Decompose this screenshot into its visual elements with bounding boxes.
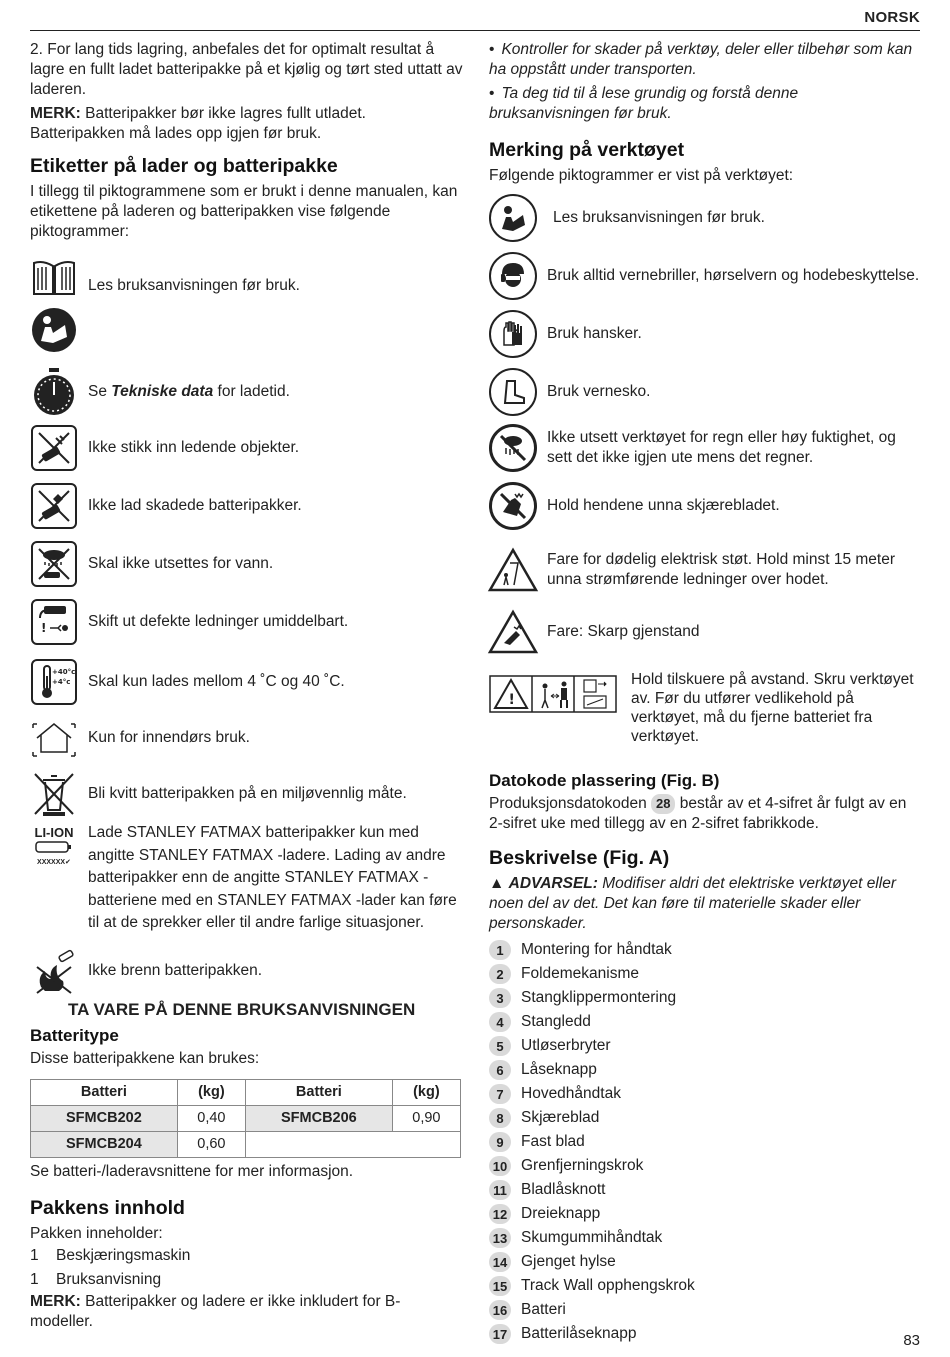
picto-timer-row [30, 368, 463, 416]
part-name: Skjæreblad [521, 1109, 600, 1126]
part-number-badge: 15 [489, 1276, 511, 1296]
electric-hazard-icon [489, 546, 537, 594]
tool-picto-ppe-text: Bruk alltid vernebriller, hørselvern og hodebeskyttelse. [547, 267, 920, 284]
picto-dispose-text: Bli kvitt batteripakken på en miljøvennlig måte. [88, 785, 407, 802]
part-name: Låseknapp [521, 1061, 597, 1078]
part-number-badge: 16 [489, 1300, 511, 1320]
part-name: Track Wall opphengskrok [521, 1277, 695, 1294]
crossed-bin-icon [30, 770, 78, 818]
description-heading: Beskrivelse (Fig. A) [489, 847, 670, 869]
part-name: Montering for håndtak [521, 941, 672, 958]
part-name: Fast blad [521, 1133, 585, 1150]
part-name: Foldemekanisme [521, 965, 640, 982]
no-fire-icon [30, 947, 78, 995]
picto-water-text: Skal ikke utsettes for vann. [88, 555, 274, 572]
list-item [489, 1226, 921, 1250]
list-item [489, 938, 921, 962]
list-item [489, 1250, 921, 1274]
save-manual-heading: TA VARE PÅ DENNE BRUKSANVISNINGEN [68, 999, 416, 1019]
gloves-icon [489, 310, 537, 358]
list-item [489, 1322, 921, 1346]
tool-picto-sharp-row [489, 608, 921, 656]
header-rule [30, 30, 920, 31]
part-name: Batteri [521, 1301, 566, 1318]
part-name: Batterilåseknapp [521, 1325, 637, 1342]
callout-badge: 28 [651, 794, 675, 814]
date-code-heading: Datokode plassering (Fig. B) [489, 771, 720, 790]
tool-picto-electric-text: Fare for dødelig elektrisk støt. Hold minst 15 meter unna strømførende ledninger over hodet. [547, 551, 896, 588]
package-intro: Pakken inneholder: [30, 1224, 163, 1242]
svg-text:+4°c: +4°c [52, 678, 71, 686]
storage-paragraph: 2. For lang tids lagring, anbefales det for optimalt resultat å lagre en fullt ladet batteripakke på et kjølig og tørt sted uttatt av laderen. [30, 41, 463, 98]
picto-water-row [30, 540, 463, 588]
picto-temp-text: Skal kun lades mellom 4 ˚C og 40 ˚C. [88, 673, 345, 690]
picto-indoor-row [30, 714, 463, 762]
read-manual-icon [489, 194, 537, 242]
picto-temp-row [30, 658, 463, 706]
tool-picto-electric-row [489, 546, 921, 594]
svg-text:!: ! [41, 621, 47, 635]
part-name: Gjenget hylse [521, 1253, 616, 1270]
list-item [489, 1130, 921, 1154]
part-number-badge: 17 [489, 1324, 511, 1344]
right-column [489, 40, 921, 1346]
li-ion-icon: LI-ION XXXXXX✔ [34, 825, 74, 866]
tool-picto-ppe-row [489, 252, 921, 300]
bystanders-warning-icon [489, 674, 619, 719]
hand-blade-icon [489, 482, 537, 530]
table-row: SFMCB204 0,60 [31, 1131, 461, 1157]
tool-picto-bystanders-row [489, 671, 921, 746]
note-package: MERK: Batteripakker og ladere er ikke inkludert for B-modeller. [30, 1292, 401, 1330]
part-name: Utløserbryter [521, 1037, 611, 1054]
no-rain-icon [489, 424, 537, 472]
part-number-badge: 14 [489, 1252, 511, 1272]
sharp-object-icon [489, 608, 537, 656]
part-number-badge: 12 [489, 1204, 511, 1224]
picto-conductive-row [30, 424, 463, 472]
warning-text: ▲ ADVARSEL: Modifiser aldri det elektriske verktøyet eller noen del av det. Det kan føre til materielle skader eller personskader. [489, 875, 896, 932]
part-number-badge: 9 [489, 1132, 511, 1152]
part-number-badge: 3 [489, 988, 511, 1008]
house-icon [30, 714, 78, 762]
list-item [489, 1010, 921, 1034]
part-name: Bladlåsknott [521, 1181, 606, 1198]
picto-li-ion-row [30, 824, 463, 935]
part-number-badge: 4 [489, 1012, 511, 1032]
list-item [489, 1082, 921, 1106]
part-number-badge: 1 [489, 940, 511, 960]
picto-indoor-text: Kun for innendørs bruk. [88, 729, 250, 746]
tool-picto-rain-text: Ikke utsett verktøyet for regn eller høy fuktighet, og sett det ikke igjen ute mens det regner. [547, 429, 896, 466]
tool-marking-intro: Følgende piktogrammer er vist på verktøyet: [489, 167, 794, 184]
part-number-badge: 7 [489, 1084, 511, 1104]
bullet-item: • Kontroller for skader på verktøy, deler eller tilbehør som kan ha oppstått under transporten. [489, 41, 913, 78]
labels-intro: I tillegg til piktogrammene som er brukt i denne manualen, kan etikettene på laderen og batteripakken vise følgende piktogrammer: [30, 183, 458, 240]
tool-picto-hands-text: Hold hendene unna skjærebladet. [547, 497, 780, 514]
table-row: SFMCB202 0,40 SFMCB206 0,90 [31, 1105, 461, 1131]
picto-no-burn-text: Ikke brenn batteripakken. [88, 961, 263, 979]
note-storage: MERK: Batteripakker bør ikke lagres fullt utladet. Batteripakken må lades opp igjen før bruk. [30, 105, 366, 142]
part-name: Stangledd [521, 1013, 591, 1030]
read-manual-icon [30, 306, 78, 354]
no-conductive-objects-icon [31, 425, 77, 471]
tool-picto-gloves-row [489, 310, 921, 358]
part-name: Hovedhåndtak [521, 1085, 621, 1102]
bullet-item: • Ta deg tid til å lese grundig og forstå denne bruksanvisningen før bruk. [489, 85, 799, 122]
parts-list [489, 938, 921, 1346]
battery-type-heading: Batteritype [30, 1025, 119, 1045]
picto-read-manual-row [30, 254, 463, 354]
list-item [489, 1274, 921, 1298]
boots-icon [489, 368, 537, 416]
tool-picto-read-row [489, 194, 921, 242]
picto-cords-row [30, 598, 463, 646]
list-item [489, 1298, 921, 1322]
battery-table-note: Se batteri-/laderavsnittene for mer informasjon. [30, 1162, 354, 1180]
picto-timer-text: Se Tekniske data for ladetid. [88, 383, 290, 400]
part-number-badge: 5 [489, 1036, 511, 1056]
list-item: 1 Bruksanvisning [30, 1270, 162, 1288]
part-name: Skumgummihåndtak [521, 1229, 663, 1246]
book-icon [30, 254, 78, 302]
picto-damaged-text: Ikke lad skadede batteripakker. [88, 497, 302, 514]
page-number: 83 [903, 1332, 920, 1349]
safety-gear-icon [489, 252, 537, 300]
part-number-badge: 8 [489, 1108, 511, 1128]
date-code-text: Produksjonsdatokoden 28 består av et 4-sifret år fulgt av en 2-sifret uke med tillegg av en 2-sifret fabrikkode. [489, 795, 907, 832]
part-name: Dreieknapp [521, 1205, 601, 1222]
tool-marking-heading: Merking på verktøyet [489, 139, 685, 161]
left-column [30, 40, 463, 1332]
timer-icon [30, 368, 78, 416]
tool-picto-read-text: Les bruksanvisningen før bruk. [553, 209, 765, 226]
tool-picto-bystanders-text: Hold tilskuere på avstand. Skru verktøyet av. Før du utfører vedlikehold på verktøyet, må du fjerne batteriet fra verktøyet. [631, 671, 914, 745]
list-item [489, 1202, 921, 1226]
warning-triangle-icon: ▲ [489, 875, 505, 892]
picto-conductive-text: Ikke stikk inn ledende objekter. [88, 439, 300, 456]
tool-picto-hands-row [489, 482, 921, 530]
package-heading: Pakkens innhold [30, 1196, 185, 1219]
no-water-icon [31, 541, 77, 587]
picto-no-burn-row [30, 947, 463, 995]
battery-type-intro: Disse batteripakkene kan brukes: [30, 1049, 260, 1067]
tool-picto-sharp-text: Fare: Skarp gjenstand [547, 623, 700, 640]
svg-text:!: ! [508, 692, 515, 708]
part-number-badge: 13 [489, 1228, 511, 1248]
picto-cords-text: Skift ut defekte ledninger umiddelbart. [88, 613, 349, 630]
part-name: Stangklippermontering [521, 989, 677, 1006]
tool-picto-boots-text: Bruk vernesko. [547, 383, 651, 400]
picto-damaged-row [30, 482, 463, 530]
tool-picto-gloves-text: Bruk hansker. [547, 325, 642, 342]
labels-heading: Etiketter på lader og batteripakke [30, 155, 338, 177]
list-item [489, 962, 921, 986]
list-item [489, 986, 921, 1010]
list-item [489, 1154, 921, 1178]
part-number-badge: 11 [489, 1180, 511, 1200]
battery-table [30, 1079, 461, 1158]
svg-text:+40°c: +40°c [52, 668, 76, 676]
replace-cords-icon [31, 599, 77, 645]
language-label: NORSK [864, 9, 920, 26]
list-item [489, 1058, 921, 1082]
tool-picto-rain-row [489, 424, 921, 472]
picto-read-manual-text: Les bruksanvisningen før bruk. [88, 277, 300, 294]
list-item [489, 1178, 921, 1202]
part-number-badge: 10 [489, 1156, 511, 1176]
picto-dispose-row [30, 770, 463, 818]
part-name: Grenfjerningskrok [521, 1157, 644, 1174]
list-item [489, 1034, 921, 1058]
thermometer-icon [31, 659, 77, 705]
list-item [489, 1106, 921, 1130]
part-number-badge: 6 [489, 1060, 511, 1080]
tool-picto-boots-row [489, 368, 921, 416]
list-item: 1 Beskjæringsmaskin [30, 1246, 191, 1264]
battery-table-header: Batteri (kg) Batteri (kg) [31, 1079, 461, 1105]
no-damaged-battery-icon [31, 483, 77, 529]
part-number-badge: 2 [489, 964, 511, 984]
picto-stanley-text: Lade STANLEY FATMAX batteripakker kun med angitte STANLEY FATMAX -ladere. Lading av andre batteripakker enn de angitte STANLEY FATMAX -batteriene med en STANLEY FATMAX -lader kan føre til at de sprekker eller til andre farlige situasjoner. [88, 824, 457, 931]
